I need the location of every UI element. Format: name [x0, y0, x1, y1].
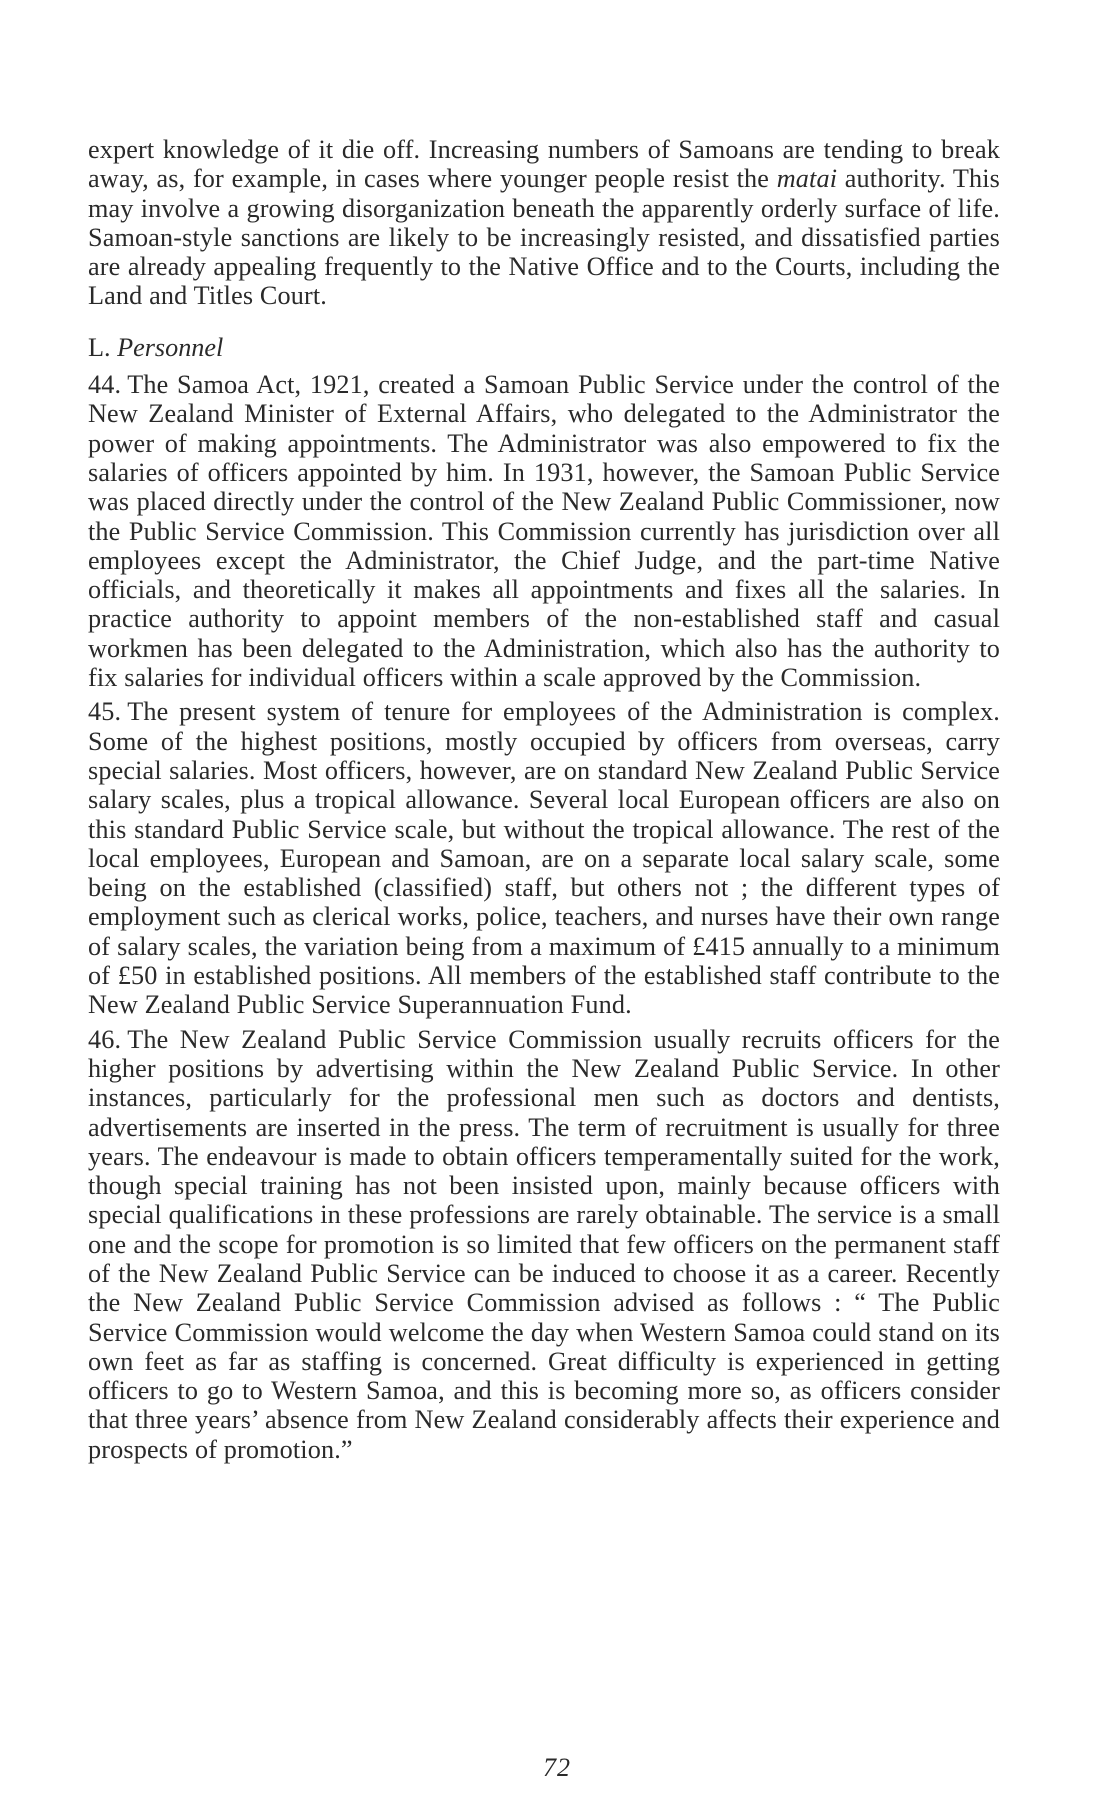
paragraph-text: The Samoa Act, 1921, created a Samoan Public Service under the control of the New Zealand Minister of External Affairs, who delegated to the Administrator the power of making appointments. The Administrator was also empowered to fix the salaries of officers appointed by him. In 1931, however, the Samoan Public Service was placed directly under the control of the New Zealand Public Commissioner, now the Public Service Commission. This Commission currently has jurisdiction over all employees except the Administrator, the Chief Judge, and the part-time Native officials, and theoretically it makes all appointments and fixes all the salaries. In practice authority to appoint members of the non-established staff and casual workmen has been delegated to the Administration, which also has the authority to fix salaries for individual officers within a scale approved by the Commission. — [88, 370, 1000, 693]
section-title: Personnel — [117, 332, 224, 362]
paragraph-text: The present system of tenure for employees of the Administration is complex. Some of the highest positions, mostly occupied by officers from overseas, carry special salaries. Most officers, however, are on standard New Zealand Public Service salary scales, plus a tropical allowance. Several local European officers are also on this standard Public Service scale, but without the tropical allowance. The rest of the local employees, European and Samoan, are on a separate local salary scale, some being on the established (classified) staff, but others not ; the different types of employment such as clerical works, police, teachers, and nurses have their own range of salary scales, the variation being from a maximum of £415 annually to a minimum of £50 in established positions. All members of the established staff contribute to the New Zealand Public Service Superannuation Fund. — [88, 697, 1000, 1020]
page-body — [88, 135, 1000, 1469]
opening-paragraph — [88, 135, 1000, 311]
page-number: 72 — [543, 1753, 571, 1782]
paragraph-45 — [88, 697, 1000, 1019]
section-letter: L. — [88, 332, 111, 362]
opening-text-part2: authority. This may involve a growing disorganization beneath the apparently orderly surface of life. Samoan-style sanctions are likely to be increasingly resisted, and dissatisfied parties are already appealing frequently to the Native Office and to the Courts, including the Land and Titles Court. — [88, 164, 1000, 311]
paragraph-number: 44. — [88, 370, 122, 400]
paragraph-text: The New Zealand Public Service Commission usually recruits officers for the higher positions by advertising within the New Zealand Public Service. In other instances, particularly for the professional men such as doctors and dentists, advertisements are inserted in the press. The term of recruitment is usually for three years. The endeavour is made to obtain officers temperamentally suited for the work, though special training has not been insisted upon, mainly because officers with special qualifications in these professions are rarely obtainable. The service is a small one and the scope for promotion is so limited that few officers on the permanent staff of the New Zealand Public Service can be induced to choose it as a career. Recently the New Zealand Public Service Commission advised as follows : “ The Public Service Commission would welcome the day when Western Samoa could stand on its own feet as far as staffing is concerned. Great difficulty is experienced in getting officers to go to Western Samoa, and this is becoming more so, as officers consider that three years’ absence from New Zealand considerably affects their experience and prospects of promotion.” — [88, 1024, 1000, 1464]
paragraph-46 — [88, 1025, 1000, 1464]
paragraph-number: 45. — [88, 697, 122, 727]
section-heading — [88, 333, 1000, 362]
italic-term-matai: matai — [776, 164, 838, 194]
paragraph-44 — [88, 370, 1000, 692]
opening-text-part1: expert knowledge of it die off. Increasing numbers of Samoans are tending to break away, as, for example, in cases where younger people resist the — [88, 135, 1000, 194]
paragraph-number: 46. — [88, 1024, 122, 1054]
